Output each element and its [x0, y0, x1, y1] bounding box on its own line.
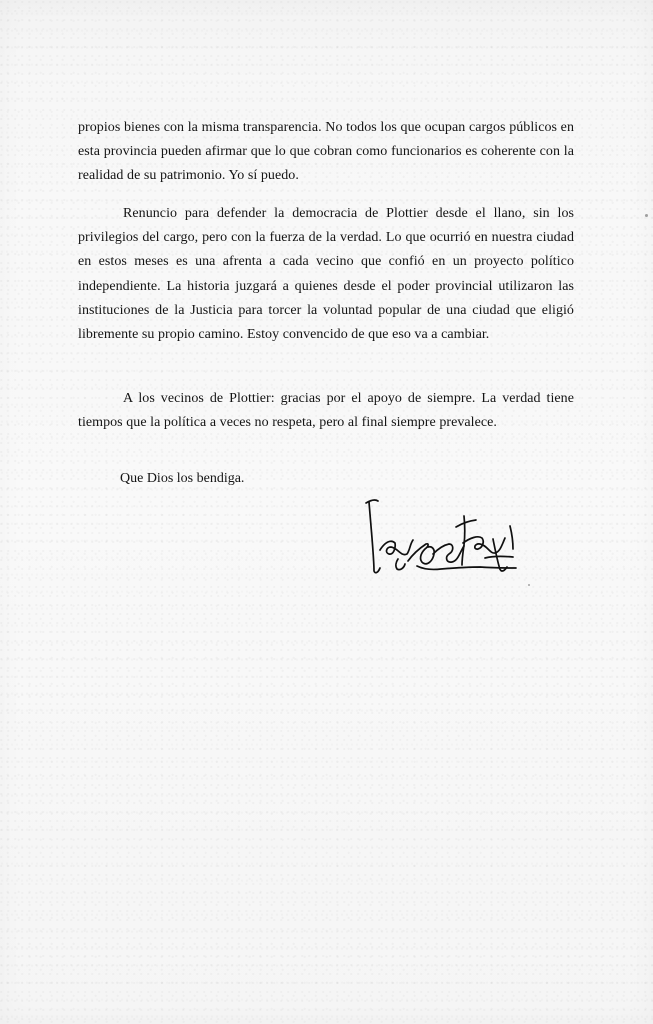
paper-speck — [645, 214, 648, 217]
paper-speck — [528, 584, 530, 586]
signature — [362, 496, 522, 580]
paragraph-2: Renuncio para defender la democracia de Plottier desde el llano, sin los privilegios del cargo, pero con la fuerza de la verdad. Lo que ocurrió en nuestra ciudad en estos meses es una afrenta a cada vecino que confió en un proyecto político independiente. La historia juzgará a quienes desde el poder provincial utilizaron las instituciones de la Justicia para torcer la voluntad popular de una ciudad que eligió libremente su propio camino. Estoy convencido de que eso va a cambiar. — [78, 206, 574, 343]
paragraph-3: A los vecinos de Plottier: gracias por el apoyo de siempre. La verdad tiene tiempos que la política a veces no respeta, pero al final siempre prevalece. — [78, 391, 574, 431]
paragraph-1: propios bienes con la misma transparencia. No todos los que ocupan cargos públicos en esta provincia pueden afirmar que lo que cobran como funcionarios es coherente con la realidad de su patrimonio. Yo sí puedo. — [78, 120, 574, 184]
closing-line: Que Dios los bendiga. — [120, 471, 245, 486]
